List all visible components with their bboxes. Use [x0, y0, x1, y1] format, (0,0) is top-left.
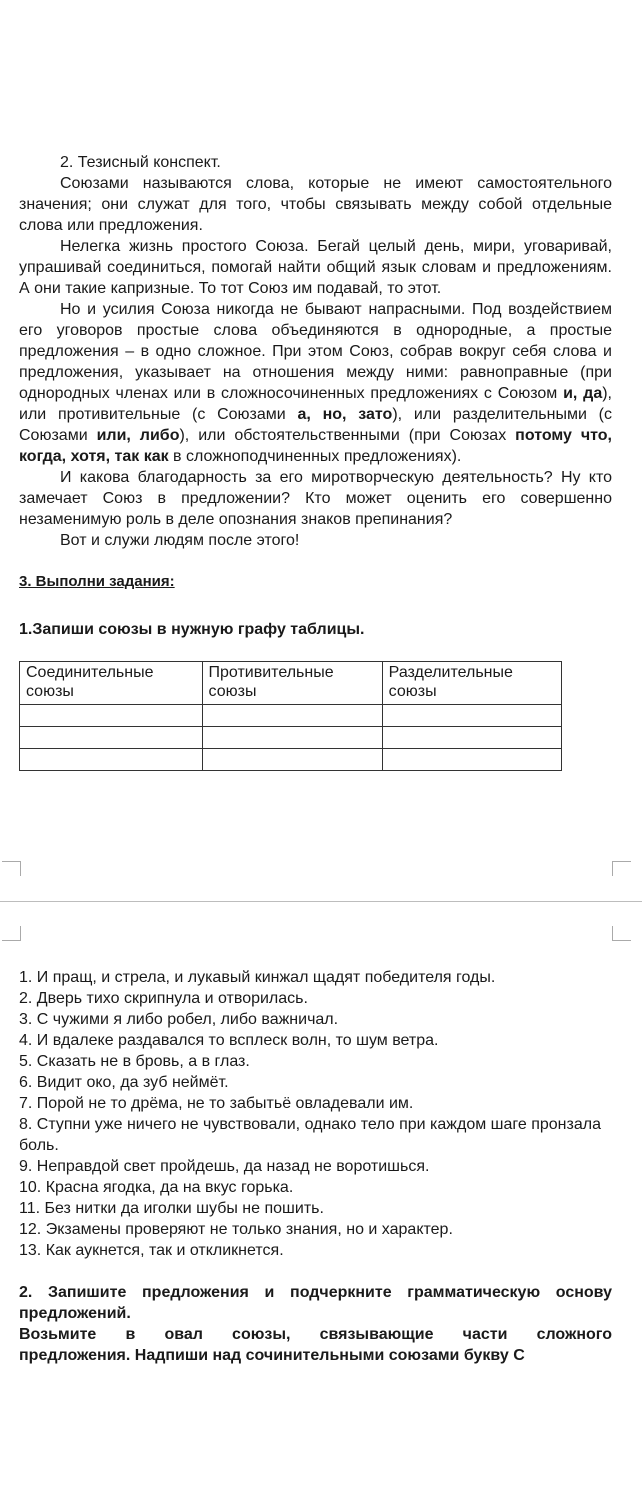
table-cell — [382, 727, 561, 749]
table-cell — [382, 705, 561, 727]
list-item: 2. Дверь тихо скрипнула и отворилась. — [19, 990, 308, 1007]
table-cell — [202, 727, 382, 749]
paragraph-2: Нелегка жизнь простого Союза. Бегай целый день, мири, уговаривай, упрашивай соединиться, помогай найти общий язык словам и предложениям. А они такие капризные. То тот Союз им подавай, то этот. — [19, 238, 612, 297]
task-2-heading: 2. Запишите предложения и подчеркните грамматическую основу предложений. — [19, 1284, 612, 1322]
paragraph-4: И какова благодарность за его миротворческую деятельность? Ну кто замечает Союз в предложении? Кто может оценить его совершенно незаменимую роль в деле опознания знаков препинания? — [19, 469, 612, 528]
para3-text-4: ), или обстоятельственными (при Союзах — [179, 427, 516, 444]
list-item: 4. И вдалеке раздавался то всплеск волн, то шум ветра. — [19, 1032, 439, 1049]
para3-bold-1: и, да — [563, 385, 603, 402]
paragraph-5: Вот и служи людям после этого! — [60, 532, 300, 549]
paragraph-1: Союзами называются слова, которые не имеют самостоятельного значения; они служат для того, чтобы связывать между собой отдельные слова или предложения. — [19, 175, 612, 234]
header-connective: Соединительные союзы — [20, 662, 203, 705]
crop-mark-top-right — [612, 861, 631, 876]
list-item: 9. Неправдой свет пройдешь, да назад не воротишься. — [19, 1158, 430, 1175]
list-item: 10. Красна ягодка, да на вкус горька. — [19, 1179, 294, 1196]
section-3-heading: 3. Выполни задания: — [19, 573, 175, 590]
para3-text-5: в сложноподчиненных предложениях). — [168, 448, 462, 465]
crop-mark-bottom-right — [612, 926, 631, 941]
table-cell — [20, 749, 203, 771]
table-row — [20, 705, 562, 727]
list-item: 11. Без нитки да иголки шубы не пошить. — [19, 1200, 324, 1217]
crop-mark-top-left — [2, 861, 21, 876]
header-disjunctive: Разделительные союзы — [382, 662, 561, 705]
list-item: 13. Как аукнется, так и откликнется. — [19, 1242, 284, 1259]
sentence-list — [19, 967, 612, 1261]
list-item: 5. Сказать не в бровь, а в глаз. — [19, 1053, 250, 1070]
task-2-instruction: Возьмите в овал союзы, связывающие части сложного — [19, 1326, 612, 1343]
list-item: 8. Ступни уже ничего не чувствовали, однако тело при каждом шаге пронзала боль. — [19, 1116, 601, 1154]
task-1-heading: 1.Запиши союзы в нужную графу таблицы. — [19, 621, 365, 638]
section-heading: 2. Тезисный конспект. — [60, 154, 221, 171]
table-row — [20, 727, 562, 749]
para3-bold-2: а, но, зато — [297, 406, 393, 423]
table-cell — [20, 705, 203, 727]
table-row — [20, 749, 562, 771]
list-item: 7. Порой не то дрёма, не то забытьё овладевали им. — [19, 1095, 414, 1112]
header-adversative: Противительные союзы — [202, 662, 382, 705]
page-1 — [19, 152, 612, 771]
page-divider — [0, 901, 642, 902]
table-cell — [202, 705, 382, 727]
para3-bold-3: или, либо — [96, 427, 180, 444]
table-cell — [202, 749, 382, 771]
task-2-instruction-cut: предложения. Надпиши над сочинительными союзами букву С — [19, 1347, 525, 1364]
para3-text-3: ), или разделительными (с Союзами — [19, 406, 613, 444]
para3-text-2: ), или противительные (с Союзами — [19, 385, 612, 423]
para3-text-1: Но и усилия Союза никогда не бывают напрасными. Под воздействием его уговоров простые слова объединяются в однородные, а простые предложения – в одно сложное. При этом Союз, собрав вокруг себя слова и предложения, указывает на отношения между ними: равноправные (при однородных членах или в сложносочиненных предложениях с Союзом — [19, 301, 612, 402]
conjunction-table — [19, 661, 562, 771]
list-item: 1. И пращ, и стрела, и лукавый кинжал щадят победителя годы. — [19, 969, 496, 986]
list-item: 6. Видит око, да зуб неймёт. — [19, 1074, 229, 1091]
list-item: 3. С чужими я либо робел, либо важничал. — [19, 1011, 339, 1028]
paragraph-3 — [19, 299, 612, 467]
table-header-row — [20, 662, 562, 705]
para3-bold-4: потому что, когда, хотя, так как — [19, 427, 612, 465]
list-item: 12. Экзамены проверяют не только знания, но и характер. — [19, 1221, 453, 1238]
page-2 — [19, 967, 612, 1364]
crop-mark-bottom-left — [2, 926, 21, 941]
table-cell — [382, 749, 561, 771]
table-cell — [20, 727, 203, 749]
